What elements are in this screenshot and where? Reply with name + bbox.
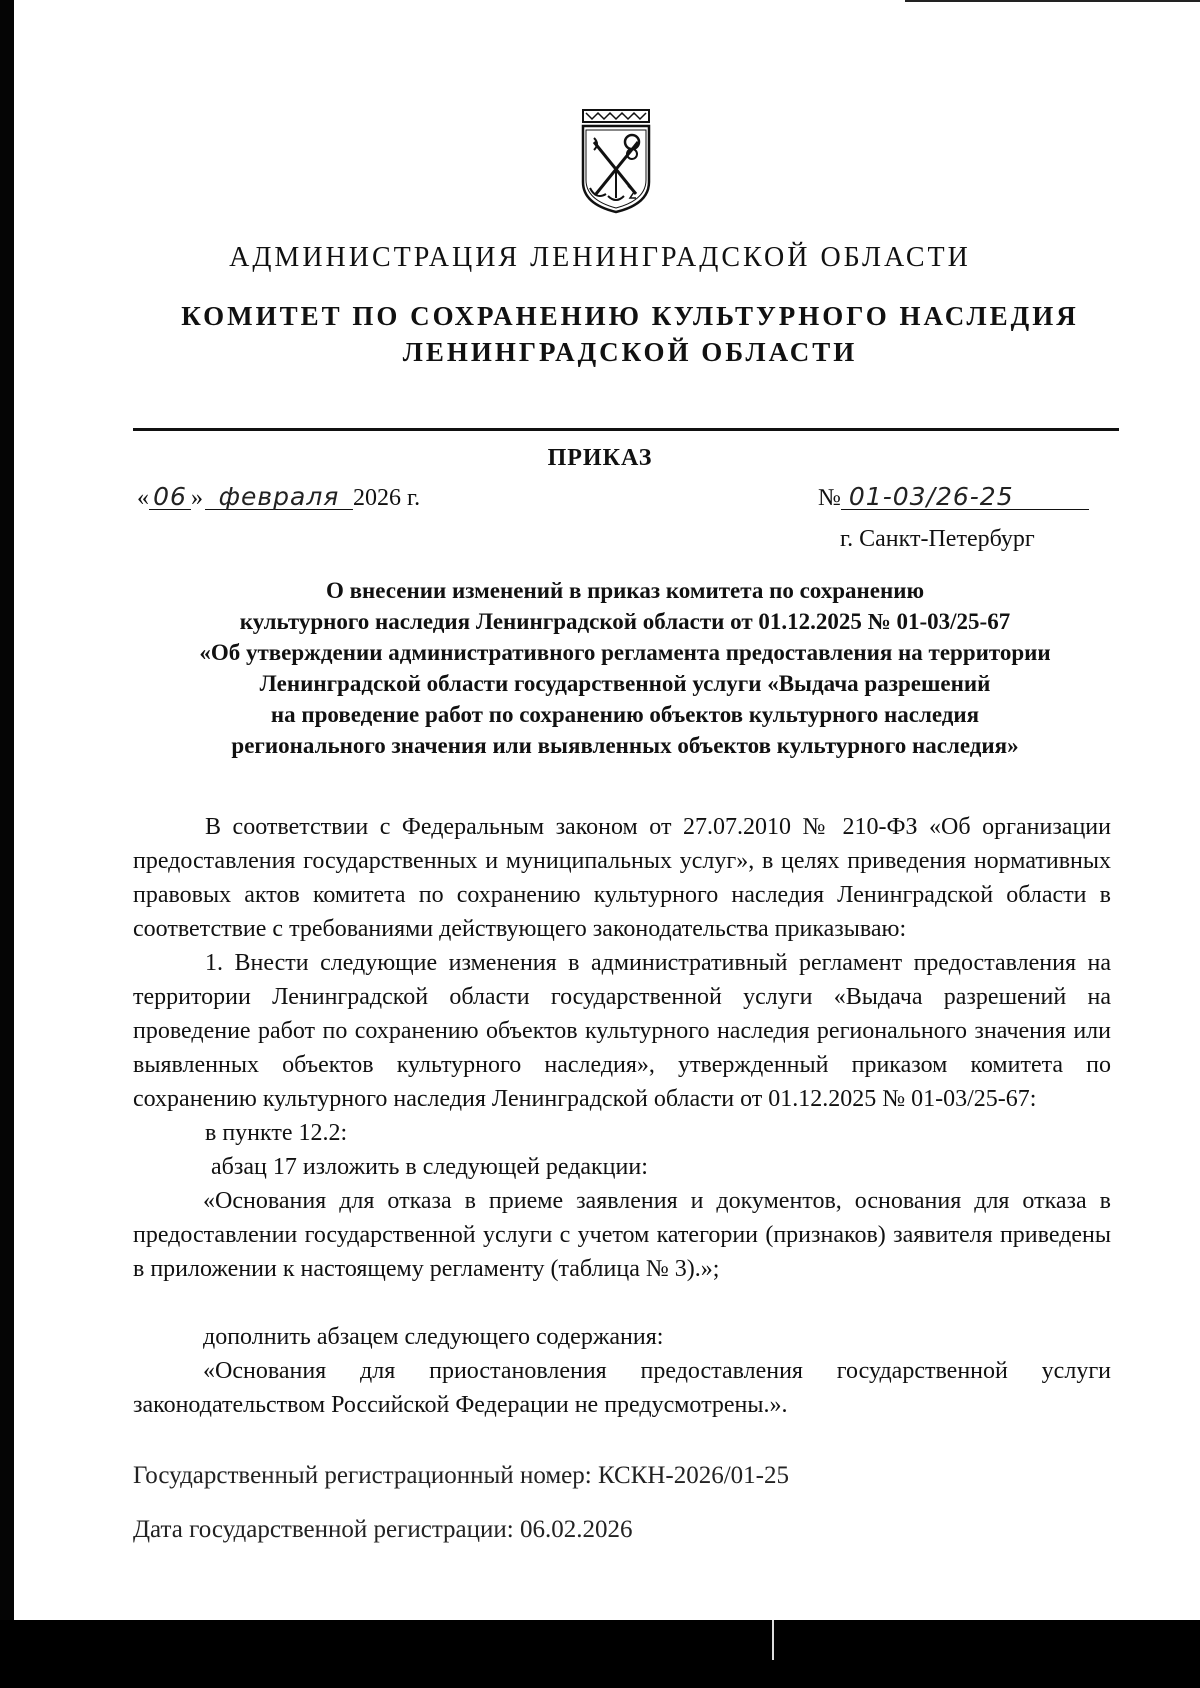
preamble-paragraph: В соответствии с Федеральным законом от 27.07.2010 № 210-ФЗ «Об организации предоставления государственных и муниципальных услуг», в целях приведения нормативных правовых актов комитета по сохранению культурного наследия Ленинградской области в соответствие с требованиями действующего законодательства приказываю: xyxy=(133,814,1111,942)
order-number-prefix: № xyxy=(818,485,841,511)
date-day-handwritten: 06 xyxy=(149,485,191,510)
supplement-instruction: дополнить абзацем следующего содержания: xyxy=(203,1324,664,1350)
order-title: ПРИКАЗ xyxy=(547,445,653,471)
clause-paragraph: в пункте 12.2: xyxy=(205,1120,348,1146)
date-year: 2026 г. xyxy=(353,485,421,511)
order-body xyxy=(133,810,1111,1422)
paragraph-17-instruction: абзац 17 изложить в следующей редакции: xyxy=(211,1154,648,1180)
registration-date: Дата государственной регистрации: 06.02.2026 xyxy=(133,1516,633,1543)
item-1-paragraph: 1. Внести следующие изменения в административный регламент предоставления на территории Ленинградской области государственной услуги «Выдача разрешений на проведение работ по сохранению объектов культурного наследия регионального значения или выявленных объектов культурного наследия», утвержденный приказом комитета по сохранению культурного наследия Ленинградской области от 01.12.2025 № 01-03/25-67: xyxy=(133,950,1111,1112)
date-month-handwritten: февраля xyxy=(205,485,353,510)
scan-top-line xyxy=(905,0,1200,2)
date-close-quote: » xyxy=(191,485,203,511)
registration-number: Государственный регистрационный номер: КСКН-2026/01-25 xyxy=(133,1462,790,1489)
order-date xyxy=(137,482,421,512)
subject-line: «Об утверждении административного регламента предоставления на территории xyxy=(199,640,1051,665)
header-rule xyxy=(133,428,1119,431)
administration-title: АДМИНИСТРАЦИЯ ЛЕНИНГРАДСКОЙ ОБЛАСТИ xyxy=(229,242,971,273)
committee-title xyxy=(130,298,1130,370)
order-subject xyxy=(130,575,1120,761)
subject-line: регионального значения или выявленных объектов культурного наследия» xyxy=(231,733,1019,758)
committee-title-line1: КОМИТЕТ ПО СОХРАНЕНИЮ КУЛЬТУРНОГО НАСЛЕДИЯ xyxy=(181,301,1079,331)
coat-of-arms-icon xyxy=(580,108,652,216)
subject-line: на проведение работ по сохранению объектов культурного наследия xyxy=(270,702,980,727)
subject-line: О внесении изменений в приказ комитета по сохранению xyxy=(325,578,925,603)
order-city: г. Санкт-Петербург xyxy=(840,526,1035,552)
scan-bottom-bar xyxy=(0,1620,1200,1688)
quote-refusal-grounds: «Основания для отказа в приеме заявления и документов, основания для отказа в предоставлении государственной услуги с учетом категории (признаков) заявителя приведены в приложении к настоящему регламенту (таблица № 3).»; xyxy=(133,1188,1111,1282)
subject-line: культурного наследия Ленинградской области от 01.12.2025 № 01-03/25-67 xyxy=(239,609,1011,634)
subject-line: Ленинградской области государственной услуги «Выдача разрешений xyxy=(259,671,991,696)
committee-title-line2: ЛЕНИНГРАДСКОЙ ОБЛАСТИ xyxy=(402,337,858,367)
order-number xyxy=(818,482,1089,512)
date-open-quote: « xyxy=(137,485,149,511)
order-number-handwritten: 01-03/26-25 xyxy=(841,485,1089,510)
quote-suspension-grounds: «Основания для приостановления предоставления государственной услуги законодательством Российской Федерации не предусмотрены.». xyxy=(133,1358,1111,1418)
